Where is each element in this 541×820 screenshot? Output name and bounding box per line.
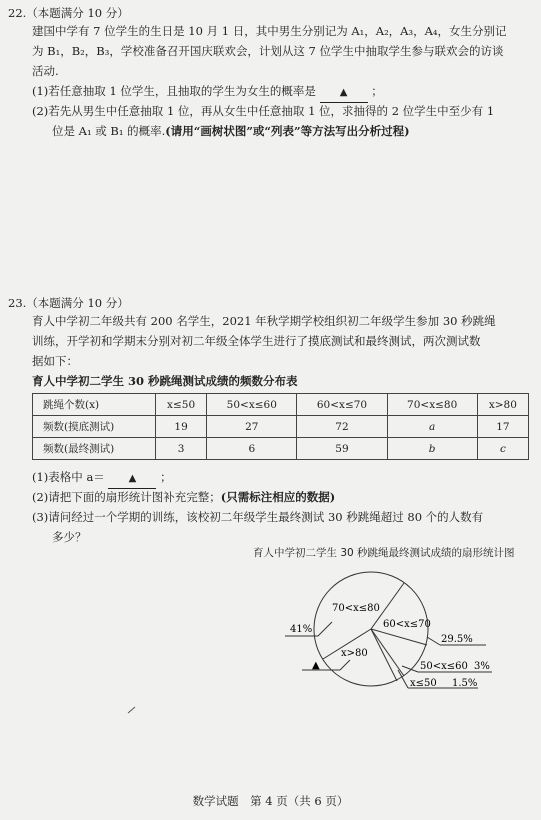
pie-divider bbox=[371, 583, 404, 629]
slice-value: 41% bbox=[290, 624, 313, 635]
q23-text-line3: 据如下： bbox=[32, 354, 78, 368]
table-cell: 3 bbox=[156, 438, 207, 460]
slice-label: x>80 bbox=[341, 648, 368, 659]
table-cell: 60<x≤70 bbox=[297, 394, 387, 416]
table-row bbox=[33, 438, 529, 460]
q22-part1-text: (1)若任意抽取 1 位学生，且抽取的学生为女生的概率是 bbox=[32, 84, 316, 98]
q23-part2 bbox=[32, 488, 335, 506]
answer-blank bbox=[108, 468, 156, 489]
table-cell: c bbox=[477, 438, 528, 460]
q22-text-line3: 活动. bbox=[32, 64, 59, 78]
table-cell: 27 bbox=[207, 416, 297, 438]
leader-line bbox=[427, 637, 440, 645]
table-cell: x>80 bbox=[477, 394, 528, 416]
q23-part1 bbox=[32, 468, 172, 489]
pie-divider bbox=[371, 629, 397, 681]
table-cell: 59 bbox=[297, 438, 387, 460]
table-cell: 50<x≤60 bbox=[207, 394, 297, 416]
table-cell: 72 bbox=[297, 416, 387, 438]
table-cell: 跳绳个数(x) bbox=[33, 394, 156, 416]
triangle-mark: ▲ bbox=[339, 87, 348, 98]
slice-label: x≤50 bbox=[410, 678, 437, 689]
table-cell: 19 bbox=[156, 416, 207, 438]
table-header-row bbox=[33, 394, 529, 416]
table-cell: 频数(最终测试) bbox=[33, 438, 156, 460]
answer-blank bbox=[320, 82, 368, 103]
slice-value: 1.5% bbox=[452, 678, 478, 689]
pie-chart-title: 育人中学初二学生 30 秒跳绳最终测试成绩的扇形统计图 bbox=[253, 547, 515, 559]
pie-circle bbox=[314, 572, 428, 686]
table-cell: 频数(摸底测试) bbox=[33, 416, 156, 438]
slice-value: 3% bbox=[474, 661, 490, 672]
table-cell: 70<x≤80 bbox=[387, 394, 477, 416]
q23-text-line2: 训练，开学初和学期末分别对初二年级全体学生进行了摸底测试和最终测试，两次测试数 bbox=[32, 334, 481, 348]
q22-heading: 22.（本题满分 10 分） bbox=[8, 6, 129, 20]
slice-value: 29.5% bbox=[441, 634, 473, 645]
page-footer: 数学试题 第 4 页（共 6 页） bbox=[192, 794, 349, 808]
q22-part2-line2 bbox=[52, 122, 410, 140]
q23-part1-end: ； bbox=[160, 470, 172, 484]
q23-part1-text: (1)表格中 a＝ bbox=[32, 470, 105, 484]
leader-line bbox=[398, 670, 408, 688]
table-cell: a bbox=[387, 416, 477, 438]
q22-part2-line1: (2)若先从男生中任意抽取 1 位，再从女生中任意抽取 1 位，求抽得的 2 位学生中至少有 1 bbox=[32, 104, 495, 118]
q22-text-line2: 为 B₁，B₂，B₃，学校准备召开国庆联欢会，计划从这 7 位学生中抽取学生参与联欢会的访谈 bbox=[32, 44, 504, 58]
slice-label: 50<x≤60 bbox=[420, 661, 468, 672]
q23-part2-instruction: (只需标注相应的数据) bbox=[220, 490, 336, 504]
q23-part2-text: (2)请把下面的扇形统计图补充完整； bbox=[32, 490, 221, 504]
q22-part1-end: ； bbox=[371, 84, 383, 98]
table-cell: 17 bbox=[477, 416, 528, 438]
frequency-table bbox=[32, 393, 529, 460]
q22-text-line1: 建国中学有 7 位学生的生日是 10 月 1 日，其中男生分别记为 A₁，A₂，A₃，A₄，女生分别记 bbox=[32, 24, 507, 38]
leader-line bbox=[340, 660, 350, 670]
table-title: 育人中学初二学生 30 秒跳绳测试成绩的频数分布表 bbox=[32, 374, 298, 388]
slice-label: 60<x≤70 bbox=[383, 619, 431, 630]
pie-divider bbox=[323, 629, 371, 659]
q22-part1 bbox=[32, 82, 383, 103]
table-cell: x≤50 bbox=[156, 394, 207, 416]
table-cell: b bbox=[387, 438, 477, 460]
slice-label: 70<x≤80 bbox=[332, 603, 380, 614]
q23-part3-line2: 多少？ bbox=[52, 530, 87, 544]
pen-stroke bbox=[128, 707, 135, 713]
pie-divider bbox=[371, 629, 404, 676]
q23-text-line1: 育人中学初二年级共有 200 名学生，2021 年秋学期学校组织初二年级学生参加 30 秒跳绳 bbox=[32, 314, 496, 328]
leader-line bbox=[318, 622, 332, 636]
triangle-mark: ▲ bbox=[128, 473, 137, 484]
pie-divider bbox=[371, 629, 427, 645]
table-row bbox=[33, 416, 529, 438]
q22-part2-text: 位是 A₁ 或 B₁ 的概率. bbox=[52, 124, 166, 138]
q23-heading: 23.（本题满分 10 分） bbox=[8, 296, 129, 310]
triangle-mark: ▲ bbox=[312, 660, 320, 671]
table-cell: 6 bbox=[207, 438, 297, 460]
leader-line bbox=[402, 666, 418, 672]
q22-part2-instruction: (请用“画树状图”或“列表”等方法写出分析过程) bbox=[165, 124, 410, 138]
q23-part3-line1: (3)请问经过一个学期的训练，该校初二年级学生最终测试 30 秒跳绳超过 80 个的人数有 bbox=[32, 510, 484, 524]
